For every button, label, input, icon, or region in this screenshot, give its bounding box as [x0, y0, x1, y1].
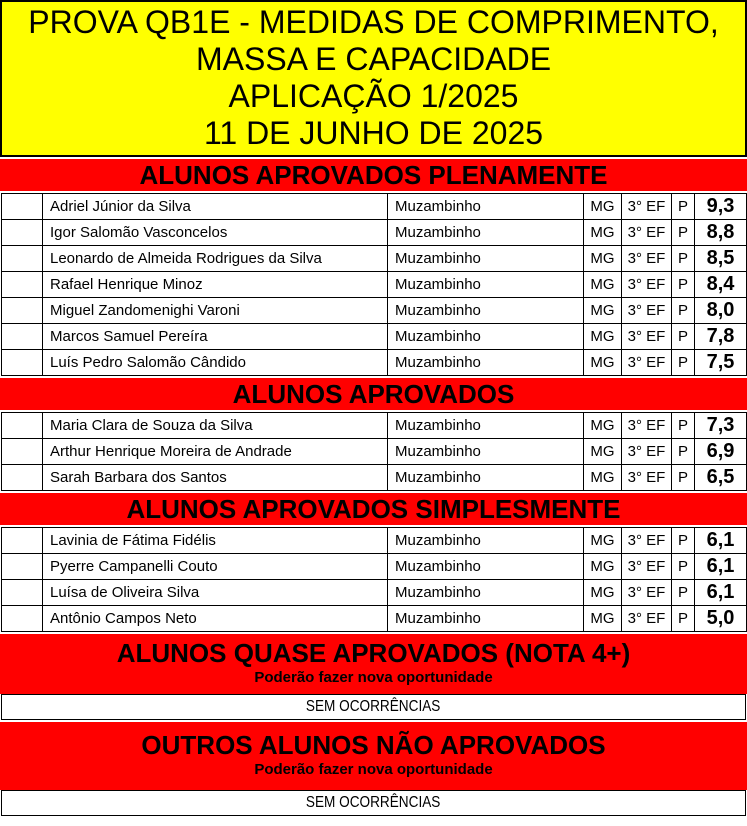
state-cell: MG: [584, 220, 622, 246]
state-cell: MG: [584, 194, 622, 220]
score-cell: 6,1: [695, 580, 747, 606]
state-cell: MG: [584, 413, 622, 439]
state-cell: MG: [584, 465, 622, 491]
section-band: [0, 634, 747, 694]
grade-cell: 3° EF: [622, 350, 672, 376]
no-occurrences-label: SEM OCORRÊNCIAS: [306, 698, 441, 715]
state-cell: MG: [584, 554, 622, 580]
student-name-cell: Igor Salomão Vasconcelos: [43, 220, 388, 246]
title-line: PROVA QB1E - MEDIDAS DE COMPRIMENTO,: [28, 4, 719, 40]
student-row: [2, 439, 747, 465]
period-cell: P: [672, 220, 695, 246]
row-index-cell: [2, 528, 43, 554]
period-cell: P: [672, 298, 695, 324]
state-cell: MG: [584, 350, 622, 376]
student-name-cell: Rafael Henrique Minoz: [43, 272, 388, 298]
section-band: [0, 378, 747, 410]
title-line: MASSA E CAPACIDADE: [195, 41, 552, 77]
period-cell: P: [672, 554, 695, 580]
row-index-cell: [2, 606, 43, 632]
student-name-cell: Miguel Zandomenighi Varoni: [43, 298, 388, 324]
section-band: [0, 722, 747, 790]
score-cell: 7,3: [695, 413, 747, 439]
city-cell: Muzambinho: [388, 465, 584, 491]
student-row: [2, 606, 747, 632]
score-cell: 8,4: [695, 272, 747, 298]
grade-cell: 3° EF: [622, 439, 672, 465]
section-band: [0, 159, 747, 191]
student-row: [2, 528, 747, 554]
student-name-cell: Antônio Campos Neto: [43, 606, 388, 632]
row-index-cell: [2, 220, 43, 246]
section-title: ALUNOS APROVADOS PLENAMENTE: [139, 160, 608, 190]
score-cell: 8,8: [695, 220, 747, 246]
city-cell: Muzambinho: [388, 439, 584, 465]
student-name-cell: Arthur Henrique Moreira de Andrade: [43, 439, 388, 465]
row-index-cell: [2, 554, 43, 580]
grade-cell: 3° EF: [622, 298, 672, 324]
city-cell: Muzambinho: [388, 413, 584, 439]
score-cell: 6,1: [695, 554, 747, 580]
period-cell: P: [672, 413, 695, 439]
state-cell: MG: [584, 272, 622, 298]
period-cell: P: [672, 439, 695, 465]
student-row: [2, 194, 747, 220]
students-table: [1, 412, 747, 491]
state-cell: MG: [584, 580, 622, 606]
title-line: 11 DE JUNHO DE 2025: [203, 115, 544, 151]
title-line: APLICAÇÃO 1/2025: [228, 78, 519, 114]
state-cell: MG: [584, 298, 622, 324]
score-cell: 6,1: [695, 528, 747, 554]
student-name-cell: Luís Pedro Salomão Cândido: [43, 350, 388, 376]
student-row: [2, 220, 747, 246]
period-cell: P: [672, 528, 695, 554]
city-cell: Muzambinho: [388, 554, 584, 580]
row-index-cell: [2, 272, 43, 298]
student-row: [2, 324, 747, 350]
city-cell: Muzambinho: [388, 220, 584, 246]
grade-cell: 3° EF: [622, 246, 672, 272]
student-name-cell: Marcos Samuel Pereíra: [43, 324, 388, 350]
row-index-cell: [2, 324, 43, 350]
row-index-cell: [2, 350, 43, 376]
row-index-cell: [2, 439, 43, 465]
period-cell: P: [672, 324, 695, 350]
no-occurrences-row: [1, 694, 746, 720]
student-name-cell: Maria Clara de Souza da Silva: [43, 413, 388, 439]
row-index-cell: [2, 413, 43, 439]
section-title: ALUNOS APROVADOS SIMPLESMENTE: [126, 494, 621, 524]
grade-cell: 3° EF: [622, 220, 672, 246]
score-cell: 6,5: [695, 465, 747, 491]
score-cell: 7,5: [695, 350, 747, 376]
city-cell: Muzambinho: [388, 298, 584, 324]
row-index-cell: [2, 465, 43, 491]
row-index-cell: [2, 580, 43, 606]
no-occurrences-row: [1, 790, 746, 816]
city-cell: Muzambinho: [388, 194, 584, 220]
student-row: [2, 298, 747, 324]
city-cell: Muzambinho: [388, 350, 584, 376]
city-cell: Muzambinho: [388, 246, 584, 272]
grade-cell: 3° EF: [622, 528, 672, 554]
sections-container: [0, 159, 747, 816]
grade-cell: 3° EF: [622, 465, 672, 491]
section-title: ALUNOS APROVADOS: [232, 379, 515, 409]
grade-cell: 3° EF: [622, 580, 672, 606]
student-name-cell: Pyerre Campanelli Couto: [43, 554, 388, 580]
period-cell: P: [672, 350, 695, 376]
row-index-cell: [2, 246, 43, 272]
grade-cell: 3° EF: [622, 194, 672, 220]
score-cell: 7,8: [695, 324, 747, 350]
student-row: [2, 350, 747, 376]
student-name-cell: Leonardo de Almeida Rodrigues da Silva: [43, 246, 388, 272]
students-table: [1, 193, 747, 376]
grade-cell: 3° EF: [622, 324, 672, 350]
student-row: [2, 413, 747, 439]
period-cell: P: [672, 580, 695, 606]
student-name-cell: Adriel Júnior da Silva: [43, 194, 388, 220]
period-cell: P: [672, 465, 695, 491]
state-cell: MG: [584, 439, 622, 465]
student-row: [2, 465, 747, 491]
section-band: [0, 493, 747, 525]
city-cell: Muzambinho: [388, 324, 584, 350]
report-header: [0, 0, 747, 157]
state-cell: MG: [584, 528, 622, 554]
student-row: [2, 554, 747, 580]
state-cell: MG: [584, 606, 622, 632]
student-name-cell: Lavinia de Fátima Fidélis: [43, 528, 388, 554]
period-cell: P: [672, 272, 695, 298]
city-cell: Muzambinho: [388, 606, 584, 632]
grade-cell: 3° EF: [622, 606, 672, 632]
students-table: [1, 527, 747, 632]
state-cell: MG: [584, 324, 622, 350]
score-cell: 8,5: [695, 246, 747, 272]
period-cell: P: [672, 246, 695, 272]
section-title: ALUNOS QUASE APROVADOS (NOTA 4+): [116, 638, 631, 668]
score-cell: 9,3: [695, 194, 747, 220]
row-index-cell: [2, 194, 43, 220]
grade-cell: 3° EF: [622, 554, 672, 580]
state-cell: MG: [584, 246, 622, 272]
city-cell: Muzambinho: [388, 528, 584, 554]
row-index-cell: [2, 298, 43, 324]
city-cell: Muzambinho: [388, 272, 584, 298]
student-row: [2, 580, 747, 606]
student-name-cell: Luísa de Oliveira Silva: [43, 580, 388, 606]
student-name-cell: Sarah Barbara dos Santos: [43, 465, 388, 491]
city-cell: Muzambinho: [388, 580, 584, 606]
score-cell: 8,0: [695, 298, 747, 324]
section-subtitle: Poderão fazer nova oportunidade: [254, 761, 493, 778]
grade-cell: 3° EF: [622, 272, 672, 298]
score-cell: 5,0: [695, 606, 747, 632]
period-cell: P: [672, 194, 695, 220]
student-row: [2, 272, 747, 298]
section-title: OUTROS ALUNOS NÃO APROVADOS: [141, 730, 606, 760]
student-row: [2, 246, 747, 272]
grade-cell: 3° EF: [622, 413, 672, 439]
no-occurrences-label: SEM OCORRÊNCIAS: [306, 794, 441, 811]
score-cell: 6,9: [695, 439, 747, 465]
section-subtitle: Poderão fazer nova oportunidade: [254, 669, 493, 686]
period-cell: P: [672, 606, 695, 632]
